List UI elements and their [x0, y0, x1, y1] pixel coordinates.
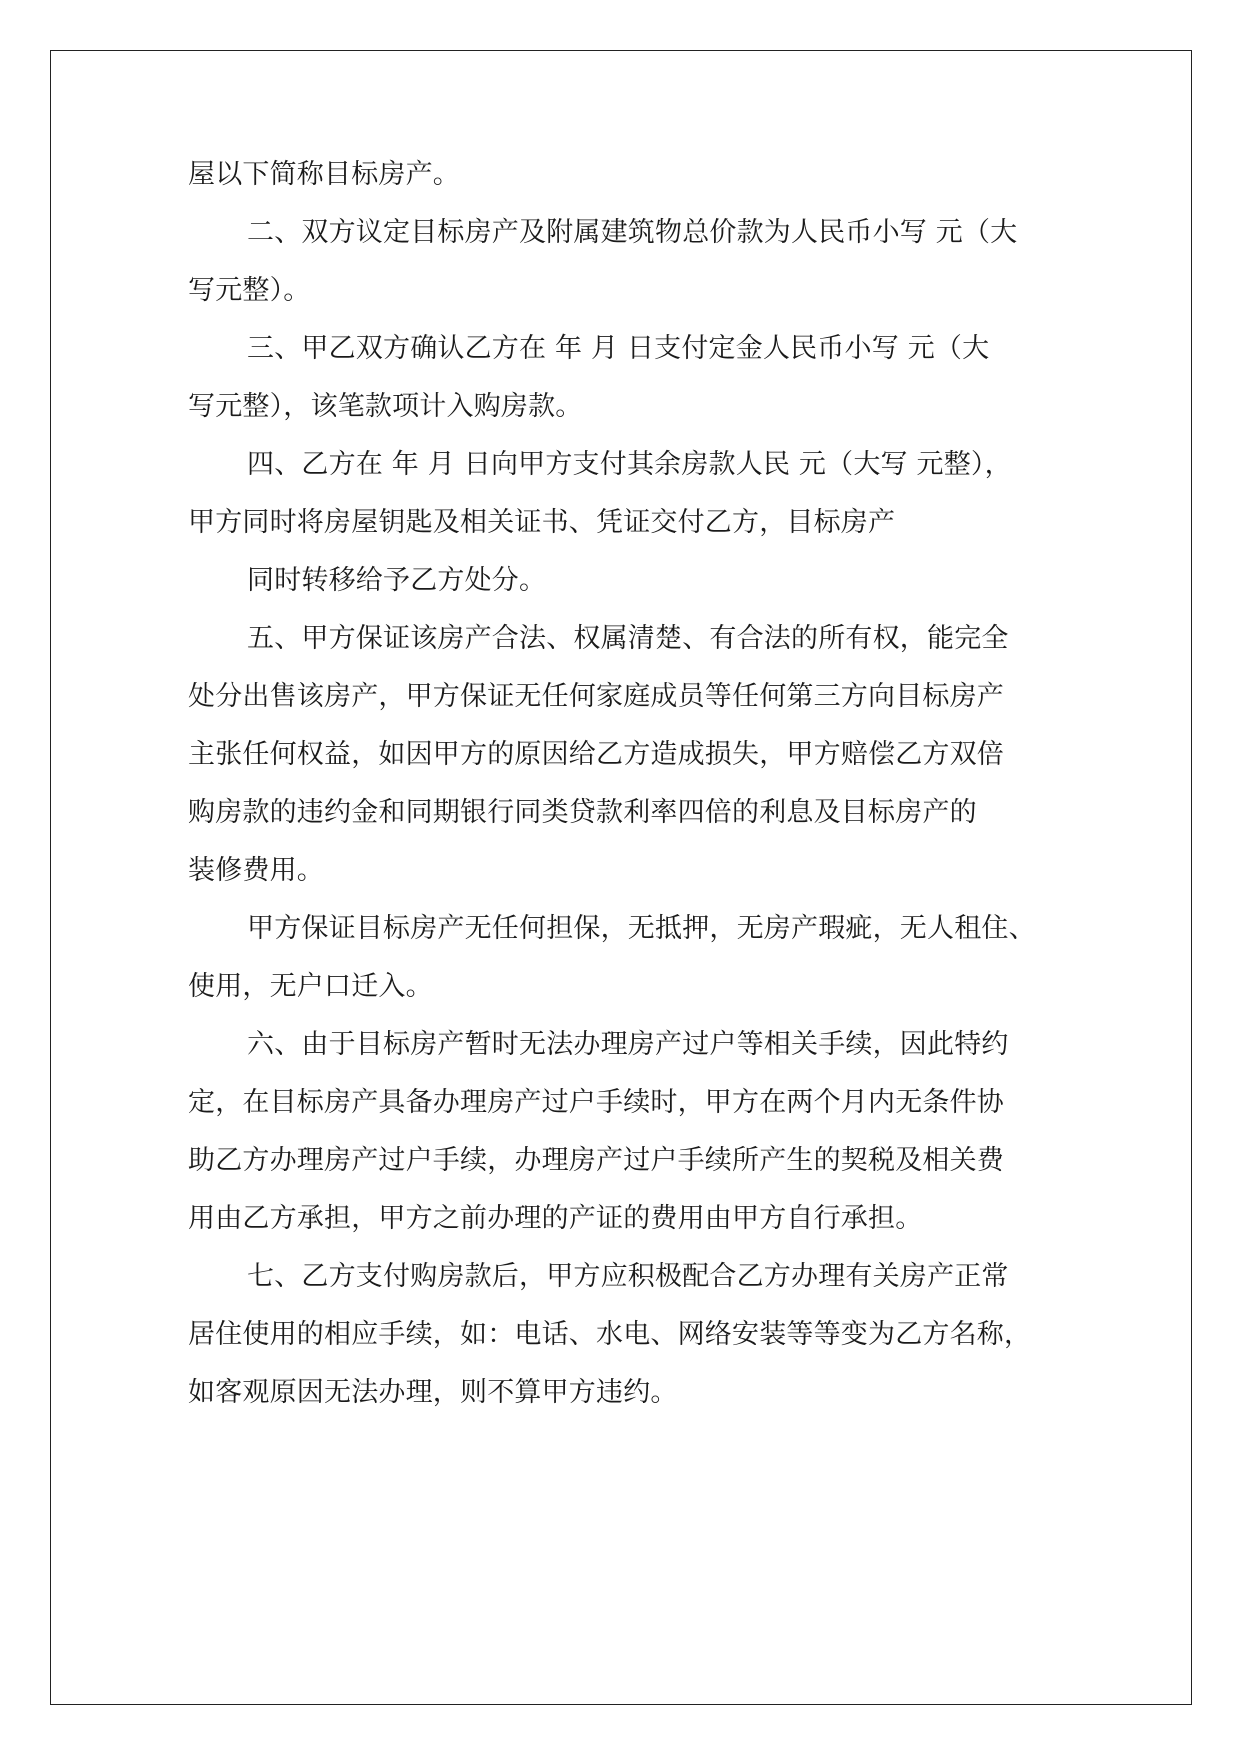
- guarantee-line-2: 使用，无户口迁入。: [188, 971, 433, 1002]
- clause-4-line-2: 甲方同时将房屋钥匙及相关证书、凭证交付乙方，目标房产: [188, 507, 896, 538]
- clause-4-line-3: 同时转移给予乙方处分。: [247, 565, 547, 596]
- clause-4-line-1: 四、乙方在 年 月 日向甲方支付其余房款人民 元（大写 元整），: [247, 449, 1012, 480]
- clause-6-line-2: 定，在目标房产具备办理房产过户手续时，甲方在两个月内无条件协: [188, 1087, 1004, 1118]
- clause-5-line-4: 购房款的违约金和同期银行同类贷款利率四倍的利息及目标房产的: [188, 797, 977, 828]
- clause-6-line-1: 六、由于目标房产暂时无法办理房产过户等相关手续，因此特约: [247, 1029, 1009, 1060]
- clause-6-line-3: 助乙方办理房产过户手续，办理房产过户手续所产生的契税及相关费: [188, 1145, 1004, 1176]
- guarantee-line-1: 甲方保证目标房产无任何担保，无抵押，无房产瑕疵，无人租住、: [247, 913, 1036, 944]
- text-line: 屋以下简称目标房产。: [188, 159, 460, 190]
- clause-2-line-2: 写元整）。: [188, 275, 311, 306]
- clause-7-line-1: 七、乙方支付购房款后，甲方应积极配合乙方办理有关房产正常: [247, 1261, 1009, 1292]
- clause-7-line-2: 居住使用的相应手续，如：电话、水电、网络安装等等变为乙方名称，: [188, 1319, 1032, 1350]
- clause-3-line-2: 写元整），该笔款项计入购房款。: [188, 391, 583, 422]
- clause-3-line-1: 三、甲乙双方确认乙方在 年 月 日支付定金人民币小写 元（大: [247, 333, 990, 364]
- clause-5-line-5: 装修费用。: [188, 855, 324, 886]
- clause-6-line-4: 用由乙方承担，甲方之前办理的产证的费用由甲方自行承担。: [188, 1203, 923, 1234]
- clause-2-line-1: 二、双方议定目标房产及附属建筑物总价款为人民币小写 元（大: [247, 217, 1018, 248]
- clause-7-line-3: 如客观原因无法办理，则不算甲方违约。: [188, 1377, 678, 1408]
- clause-5-line-1: 五、甲方保证该房产合法、权属清楚、有合法的所有权，能完全: [247, 623, 1009, 654]
- clause-5-line-3: 主张任何权益，如因甲方的原因给乙方造成损失，甲方赔偿乙方双倍: [188, 739, 1004, 770]
- clause-5-line-2: 处分出售该房产，甲方保证无任何家庭成员等任何第三方向目标房产: [188, 681, 1004, 712]
